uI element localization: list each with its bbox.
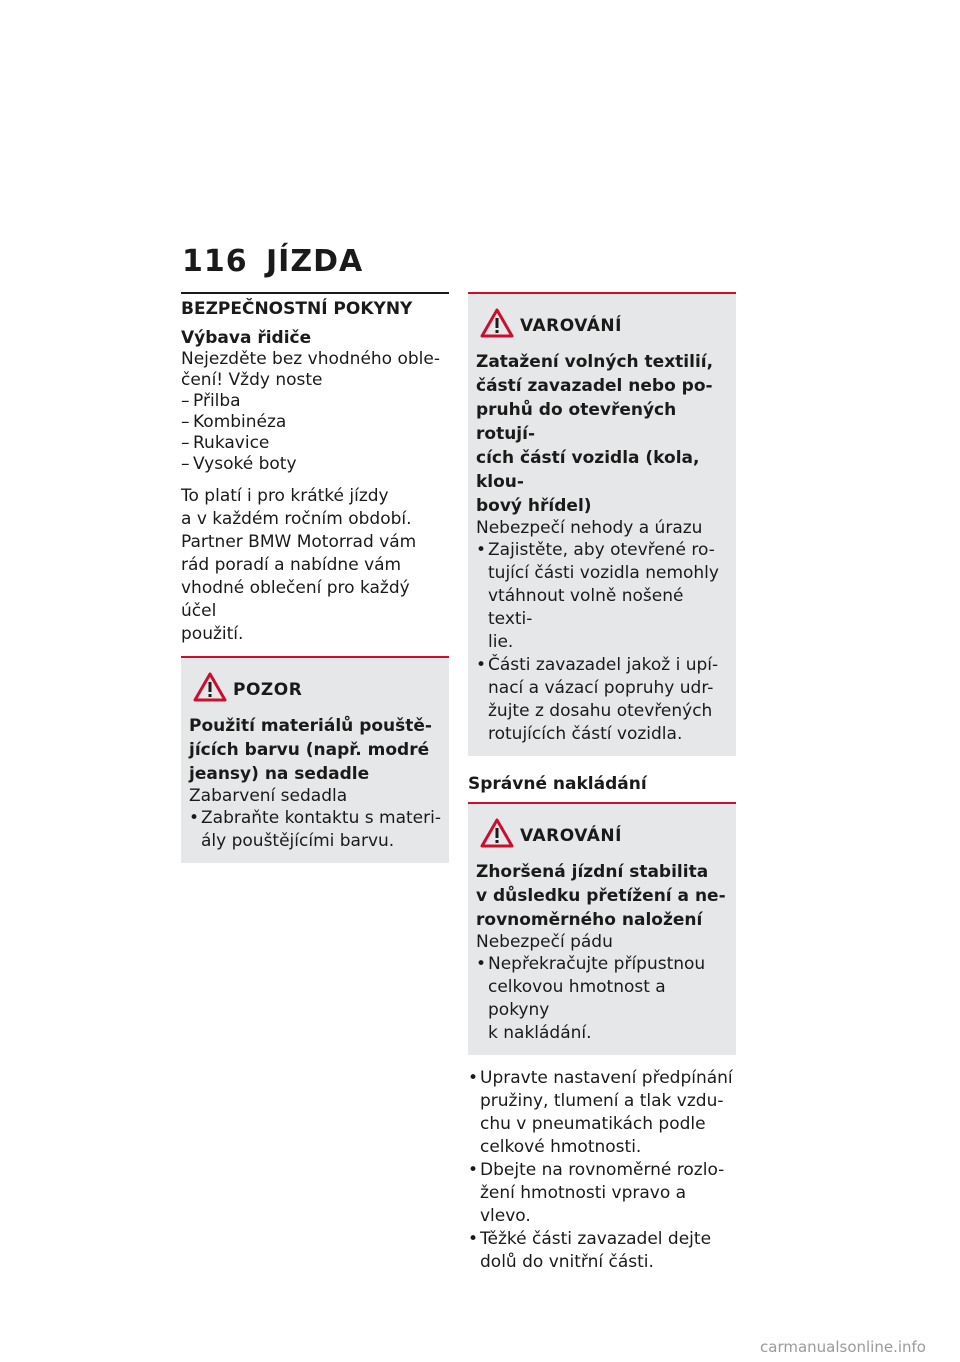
paragraph-line: rád poradí a nabídne vám <box>181 555 402 575</box>
paragraph <box>181 485 449 646</box>
paragraph-line: To platí i pro krátké jízdy <box>181 486 389 506</box>
caution-text: Zabarvení sedadla <box>189 786 348 806</box>
right-column <box>468 292 736 1274</box>
list-item: – Vysoké boty <box>181 454 449 475</box>
section-title: BEZPEČNOSTNÍ POKYNY <box>181 292 449 319</box>
bullet-line: lie. <box>488 632 514 652</box>
instruction-list <box>468 1067 736 1274</box>
bullet-line: vtáhnout volně nošené texti- <box>488 586 684 629</box>
bullet-line: žení hmotnosti vpravo a vlevo. <box>480 1183 687 1226</box>
warning-triangle-icon <box>193 672 227 702</box>
caution-bullet <box>189 807 441 853</box>
bullet-line: • Dbejte na rovnoměrné rozlo- <box>480 1160 725 1180</box>
caution-box <box>181 656 449 863</box>
warning-bullet <box>476 539 728 654</box>
warning-box-1 <box>468 292 736 756</box>
list-item <box>468 1228 736 1274</box>
bullet-line: • Zabraňte kontaktu s materi- <box>201 808 441 828</box>
warning-bold-line: bový hřídel) <box>476 496 592 516</box>
list-item: – Kombinéza <box>181 412 449 433</box>
list-item <box>468 1159 736 1228</box>
bullet-line: • Nepřekračujte přípustnou <box>488 954 706 974</box>
bullet-line: k nakládání. <box>488 1023 592 1043</box>
intro-line: čení! Vždy noste <box>181 370 323 390</box>
warning-bold-line: cích částí vozidla (kola, klou- <box>476 448 700 492</box>
warning-bold-line: Zhoršená jízdní stabilita <box>476 862 709 882</box>
caution-bold-line: jících barvu (např. modré <box>189 740 430 760</box>
paragraph-line: a v každém ročním období. <box>181 509 412 529</box>
bullet-line: • Části zavazadel jakož i upí- <box>488 655 719 675</box>
warning-bullet <box>476 953 728 1045</box>
bullet-line: celkové hmotnosti. <box>480 1137 642 1157</box>
bullet-line: • Těžké části zavazadel dejte <box>480 1229 712 1249</box>
warning-bullet <box>476 654 728 746</box>
subtitle-loading: Správné nakládání <box>468 774 647 794</box>
bullet-line: dolů do vnitřní části. <box>480 1252 654 1272</box>
warning-label: VAROVÁNÍ <box>520 316 622 336</box>
list-item: – Rukavice <box>181 433 449 454</box>
warning-bold-line: Zatažení volných textilií, <box>476 352 714 372</box>
caution-bold-line: jeansy) na sedadle <box>189 764 370 784</box>
caution-bold-line: Použití materiálů pouště- <box>189 716 432 736</box>
watermark-text: carmanualsonline.info <box>760 1338 926 1356</box>
warning-bold-line: v důsledku přetížení a ne- <box>476 886 726 906</box>
warning-triangle-icon <box>480 308 514 338</box>
page-header <box>182 244 363 279</box>
warning-text: Nebezpečí nehody a úrazu <box>476 518 703 538</box>
warning-text: Nebezpečí pádu <box>476 932 613 952</box>
bullet-line: chu v pneumatikách podle <box>480 1114 706 1134</box>
paragraph-line: Partner BMW Motorrad vám <box>181 532 417 552</box>
warning-label: VAROVÁNÍ <box>520 826 622 846</box>
warning-bold-line: částí zavazadel nebo po- <box>476 376 713 396</box>
bullet-line: žujte z dosahu otevřených <box>488 701 713 721</box>
list-item <box>468 1067 736 1159</box>
warning-header <box>476 308 728 346</box>
bullet-line: • Upravte nastavení předpínání <box>480 1068 733 1088</box>
page-number: 116 <box>182 244 248 279</box>
left-column <box>181 292 449 863</box>
warning-header <box>476 818 728 856</box>
warning-triangle-icon <box>480 818 514 848</box>
warning-bold-line: rovnoměrného naložení <box>476 910 703 930</box>
bullet-line: nací a vázací popruhy udr- <box>488 678 714 698</box>
warning-box-2 <box>468 802 736 1055</box>
bullet-line: celkovou hmotnost a pokyny <box>488 977 666 1020</box>
bullet-line: ály pouštějícími barvu. <box>201 831 395 851</box>
chapter-title: JÍZDA <box>266 244 364 279</box>
caution-label: POZOR <box>233 680 303 700</box>
paragraph-line: vhodné oblečení pro každý účel <box>181 578 410 621</box>
bullet-line: pružiny, tlumení a tlak vzdu- <box>480 1091 724 1111</box>
bullet-line: • Zajistěte, aby otevřené ro- <box>488 540 715 560</box>
warning-bold-line: pruhů do otevřených rotují- <box>476 400 677 444</box>
caution-header <box>189 672 441 710</box>
subtitle-rider-gear: Výbava řidiče <box>181 328 312 348</box>
list-item: – Přilba <box>181 391 449 412</box>
bullet-line: tující části vozidla nemohly <box>488 563 719 583</box>
paragraph-line: použití. <box>181 624 244 644</box>
intro-line: Nejezděte bez vhodného oble- <box>181 349 440 369</box>
bullet-line: rotujících částí vozidla. <box>488 724 683 744</box>
